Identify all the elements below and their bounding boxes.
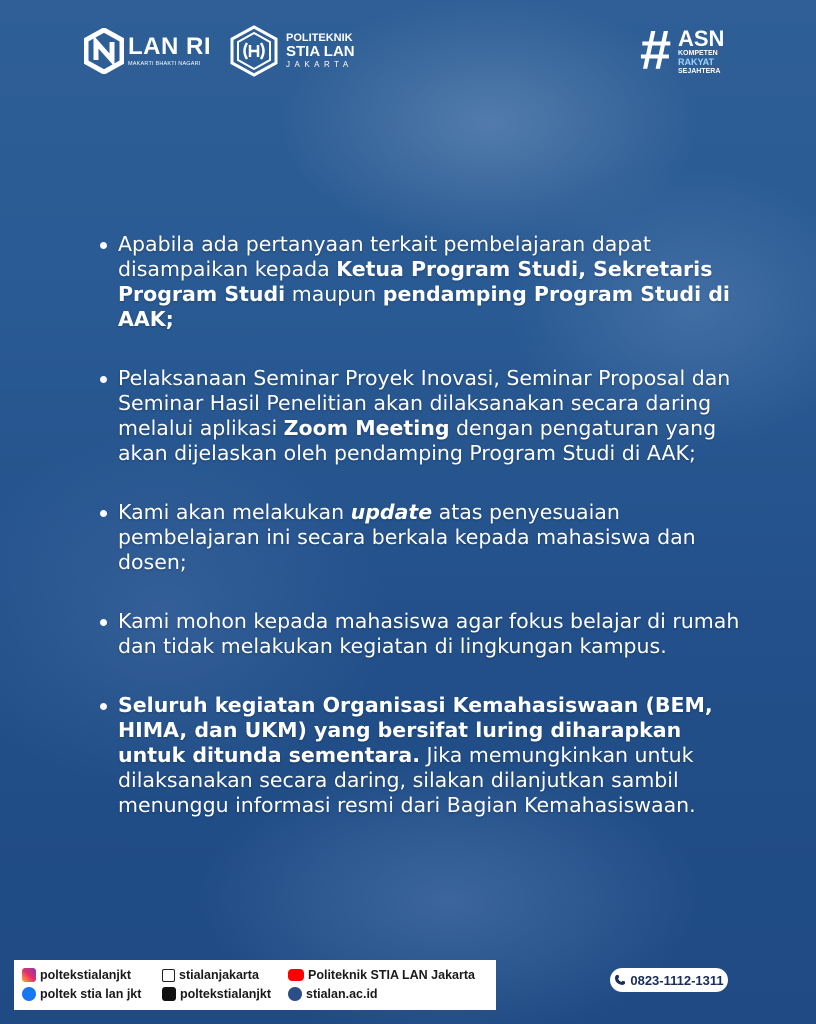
header (0, 18, 816, 82)
youtube-icon (288, 969, 304, 981)
asn-hash: # (640, 18, 672, 81)
bullet-item-1: Apabila ada pertanyaan terkait pembelajaran dapat disampaikan kepada Ketua Program Studi, Sekretaris Program Studi maupun pendamping Program Studi di AAK; (98, 232, 748, 332)
politeknik-stia-lan-logo (228, 24, 355, 78)
x-icon (162, 969, 175, 982)
bullet-item-5: Seluruh kegiatan Organisasi Kemahasiswaan (BEM, HIMA, dan UKM) yang bersifat luring diharapkan untuk ditunda sementara. Jika memungkinkan untuk dilaksanakan secara daring, silakan dilanjutkan sambil menunggu informasi resmi dari Bagian Kemahasiswaan. (98, 693, 748, 818)
website-link[interactable] (288, 987, 378, 1001)
x-handle: stialanjakarta (179, 968, 259, 982)
stia-emblem-icon (228, 25, 280, 77)
asn-title: ASN (678, 26, 725, 51)
asn-line1: KOMPETEN (678, 50, 718, 57)
globe-icon (288, 987, 302, 1001)
bullet-item-4: Kami mohon kepada mahasiswa agar fokus belajar di rumah dan tidak melakukan kegiatan di lingkungan kampus. (98, 609, 748, 659)
asn-hashtag-logo (640, 18, 740, 81)
instagram-link[interactable] (22, 968, 131, 982)
instagram-icon (22, 968, 36, 982)
stia-line1: POLITEKNIK (286, 32, 353, 44)
x-link[interactable] (162, 968, 259, 982)
asn-line2: RAKYAT (678, 57, 715, 67)
social-media-footer (14, 960, 496, 1010)
youtube-handle: Politeknik STIA LAN Jakarta (308, 968, 475, 982)
phone-icon (614, 974, 626, 986)
lan-ri-subtitle: MAKARTI BHAKTI NAGARI (128, 61, 201, 67)
announcement-list (98, 232, 748, 852)
lan-ri-logo (84, 26, 214, 76)
bullet-item-2: Pelaksanaan Seminar Proyek Inovasi, Seminar Proposal dan Seminar Hasil Penelitian akan dilaksanakan secara daring melalui aplikasi Zoom Meeting dengan pengaturan yang akan dijelaskan oleh pendamping Program Studi di AAK; (98, 366, 748, 466)
facebook-icon (22, 987, 36, 1001)
asn-line3: SEJAHTERA (678, 68, 721, 75)
lan-ri-title: LAN RI (128, 33, 211, 60)
phone-number: 0823-1112-1311 (630, 972, 724, 988)
lan-ri-emblem-icon (84, 28, 124, 74)
instagram-handle: poltekstialanjkt (40, 968, 131, 982)
tiktok-icon (162, 987, 176, 1001)
tiktok-link[interactable] (162, 987, 271, 1001)
tiktok-handle: poltekstialanjkt (180, 987, 271, 1001)
phone-badge[interactable] (610, 968, 728, 992)
website-url: stialan.ac.id (306, 987, 378, 1001)
facebook-link[interactable] (22, 987, 141, 1001)
youtube-link[interactable] (288, 968, 475, 982)
facebook-handle: poltek stia lan jkt (40, 987, 142, 1001)
stia-line2: STIA LAN (286, 43, 355, 60)
bullet-item-3: Kami akan melakukan update atas penyesuaian pembelajaran ini secara berkala kepada mahasiswa dan dosen; (98, 500, 748, 575)
stia-line3: JAKARTA (286, 60, 353, 69)
